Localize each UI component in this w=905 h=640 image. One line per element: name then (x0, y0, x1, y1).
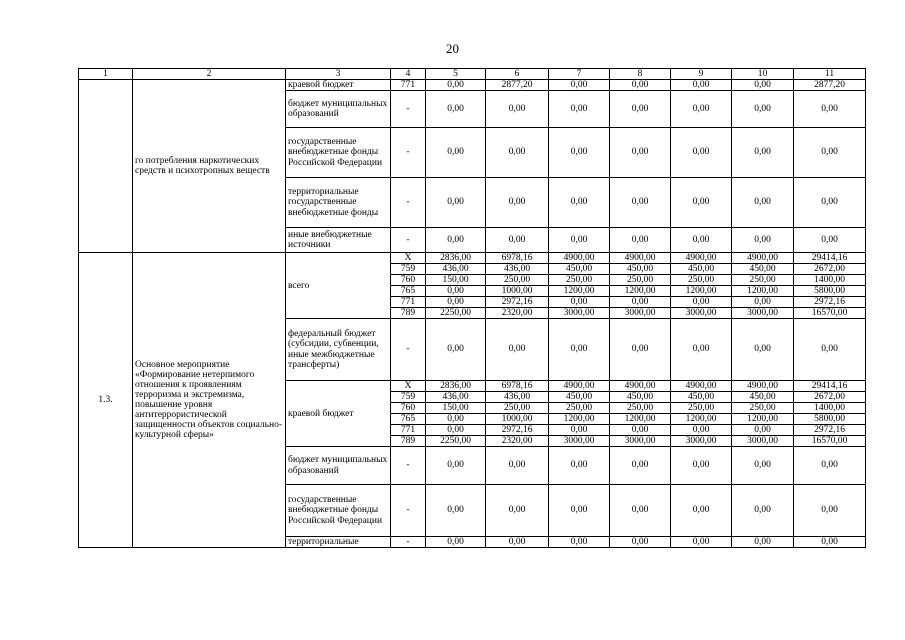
value-cell: 0,00 (426, 91, 486, 128)
value-cell: 0,00 (486, 537, 549, 548)
budget-code: - (391, 537, 426, 548)
funding-source: краевой бюджет (286, 381, 391, 447)
value-cell: 2836,00 (426, 253, 486, 264)
page-number: 20 (446, 41, 459, 56)
value-cell: 0,00 (610, 128, 671, 178)
value-cell: 0,00 (549, 447, 610, 485)
value-cell: 0,00 (610, 178, 671, 228)
value-cell: 2320,00 (486, 308, 549, 319)
funding-source: бюджет муниципальных образований (286, 91, 391, 128)
value-cell: 0,00 (671, 91, 732, 128)
value-cell: 250,00 (549, 275, 610, 286)
value-cell: 0,00 (732, 128, 794, 178)
value-cell: 1000,00 (486, 286, 549, 297)
value-cell: 0,00 (549, 228, 610, 253)
value-cell: 4900,00 (671, 253, 732, 264)
value-cell: 4900,00 (671, 381, 732, 392)
value-cell: 450,00 (732, 264, 794, 275)
budget-code: 765 (391, 414, 426, 425)
value-cell: 3000,00 (671, 436, 732, 447)
budget-code: 789 (391, 308, 426, 319)
value-cell: 0,00 (486, 485, 549, 537)
value-cell: 250,00 (610, 403, 671, 414)
column-header: 8 (610, 69, 671, 80)
value-cell: 250,00 (671, 275, 732, 286)
value-cell: 0,00 (794, 178, 866, 228)
value-cell: 1200,00 (732, 286, 794, 297)
value-cell: 3000,00 (732, 308, 794, 319)
value-cell: 0,00 (732, 485, 794, 537)
value-cell: 2250,00 (426, 436, 486, 447)
value-cell: 0,00 (549, 178, 610, 228)
value-cell: 0,00 (794, 228, 866, 253)
index-cell-empty (79, 80, 133, 253)
value-cell: 0,00 (794, 91, 866, 128)
column-header: 6 (486, 69, 549, 80)
value-cell: 250,00 (486, 275, 549, 286)
value-cell: 0,00 (610, 91, 671, 128)
value-cell: 2877,20 (486, 80, 549, 91)
value-cell: 0,00 (610, 80, 671, 91)
value-cell: 5800,00 (794, 286, 866, 297)
value-cell: 2320,00 (486, 436, 549, 447)
value-cell: 0,00 (426, 178, 486, 228)
column-header: 4 (391, 69, 426, 80)
budget-code: 771 (391, 297, 426, 308)
value-cell: 0,00 (794, 319, 866, 381)
value-cell: 0,00 (671, 319, 732, 381)
value-cell: 0,00 (610, 485, 671, 537)
budget-code: - (391, 485, 426, 537)
value-cell: 250,00 (610, 275, 671, 286)
value-cell: 0,00 (671, 485, 732, 537)
value-cell: 0,00 (794, 537, 866, 548)
column-header: 5 (426, 69, 486, 80)
value-cell: 150,00 (426, 403, 486, 414)
value-cell: 0,00 (610, 537, 671, 548)
column-header: 1 (79, 69, 133, 80)
value-cell: 3000,00 (610, 308, 671, 319)
value-cell: 0,00 (426, 537, 486, 548)
value-cell: 0,00 (426, 286, 486, 297)
value-cell: 2972,16 (486, 425, 549, 436)
value-cell: 1400,00 (794, 275, 866, 286)
budget-code: 771 (391, 80, 426, 91)
funding-source: всего (286, 253, 391, 319)
value-cell: 0,00 (549, 128, 610, 178)
funding-source: государственные внебюджетные фонды Российской Федерации (286, 128, 391, 178)
funding-source: территориальные (286, 537, 391, 548)
value-cell: 0,00 (671, 80, 732, 91)
value-cell: 16570,00 (794, 436, 866, 447)
item-index: 1.3. (79, 253, 133, 548)
value-cell: 0,00 (486, 128, 549, 178)
column-header: 3 (286, 69, 391, 80)
value-cell: 250,00 (732, 275, 794, 286)
value-cell: 436,00 (426, 392, 486, 403)
value-cell: 0,00 (610, 228, 671, 253)
funding-source: территориальные государственные внебюджетные фонды (286, 178, 391, 228)
value-cell: 0,00 (732, 178, 794, 228)
value-cell: 3000,00 (549, 308, 610, 319)
value-cell: 436,00 (426, 264, 486, 275)
value-cell: 0,00 (610, 319, 671, 381)
value-cell: 1200,00 (671, 414, 732, 425)
value-cell: 450,00 (549, 392, 610, 403)
value-cell: 0,00 (732, 297, 794, 308)
value-cell: 4900,00 (549, 381, 610, 392)
value-cell: 0,00 (732, 447, 794, 485)
value-cell: 3000,00 (732, 436, 794, 447)
value-cell: 1200,00 (671, 286, 732, 297)
value-cell: 0,00 (486, 447, 549, 485)
budget-code: 759 (391, 264, 426, 275)
value-cell: 436,00 (486, 392, 549, 403)
budget-code: - (391, 319, 426, 381)
funding-source: федеральный бюджет (субсидии, субвенции, иные межбюджетные трансферты) (286, 319, 391, 381)
value-cell: 250,00 (549, 403, 610, 414)
budget-code: Х (391, 381, 426, 392)
value-cell: 0,00 (671, 447, 732, 485)
value-cell: 1200,00 (732, 414, 794, 425)
value-cell: 0,00 (486, 228, 549, 253)
value-cell: 0,00 (671, 297, 732, 308)
value-cell: 0,00 (549, 425, 610, 436)
budget-code: - (391, 178, 426, 228)
value-cell: 0,00 (794, 447, 866, 485)
column-header: 7 (549, 69, 610, 80)
value-cell: 250,00 (671, 403, 732, 414)
value-cell: 250,00 (732, 403, 794, 414)
value-cell: 16570,00 (794, 308, 866, 319)
value-cell: 0,00 (671, 228, 732, 253)
value-cell: 250,00 (486, 403, 549, 414)
funding-source: бюджет муниципальных образований (286, 447, 391, 485)
value-cell: 0,00 (732, 537, 794, 548)
value-cell: 1000,00 (486, 414, 549, 425)
value-cell: 2836,00 (426, 381, 486, 392)
value-cell: 0,00 (426, 80, 486, 91)
value-cell: 2972,16 (794, 297, 866, 308)
value-cell: 0,00 (549, 297, 610, 308)
value-cell: 2672,00 (794, 392, 866, 403)
value-cell: 0,00 (426, 128, 486, 178)
value-cell: 0,00 (549, 80, 610, 91)
value-cell: 0,00 (732, 425, 794, 436)
value-cell: 450,00 (671, 264, 732, 275)
value-cell: 0,00 (426, 228, 486, 253)
measure-description: Основное мероприятие «Формирование нетерпимого отношения к проявлениям терроризма и экстремизма, повышение уровня антитеррористической защищенности объектов социально-культурной сферы» (133, 253, 286, 548)
budget-code: 759 (391, 392, 426, 403)
value-cell: 4900,00 (549, 253, 610, 264)
value-cell: 0,00 (732, 228, 794, 253)
value-cell: 0,00 (671, 537, 732, 548)
value-cell: 2877,20 (794, 80, 866, 91)
value-cell: 0,00 (426, 425, 486, 436)
value-cell: 1400,00 (794, 403, 866, 414)
value-cell: 0,00 (486, 91, 549, 128)
value-cell: 450,00 (610, 392, 671, 403)
budget-code: 765 (391, 286, 426, 297)
value-cell: 0,00 (426, 414, 486, 425)
value-cell: 0,00 (426, 447, 486, 485)
value-cell: 0,00 (486, 319, 549, 381)
value-cell: 29414,16 (794, 381, 866, 392)
budget-code: 771 (391, 425, 426, 436)
value-cell: 0,00 (732, 80, 794, 91)
value-cell: 29414,16 (794, 253, 866, 264)
value-cell: 3000,00 (610, 436, 671, 447)
budget-code: - (391, 228, 426, 253)
column-header: 2 (133, 69, 286, 80)
value-cell: 1200,00 (549, 286, 610, 297)
budget-code: 760 (391, 275, 426, 286)
funding-source: краевой бюджет (286, 80, 391, 91)
budget-code: Х (391, 253, 426, 264)
value-cell: 450,00 (732, 392, 794, 403)
value-cell: 1200,00 (549, 414, 610, 425)
value-cell: 0,00 (549, 319, 610, 381)
value-cell: 0,00 (794, 485, 866, 537)
value-cell: 4900,00 (732, 381, 794, 392)
value-cell: 0,00 (426, 297, 486, 308)
value-cell: 0,00 (549, 91, 610, 128)
value-cell: 2672,00 (794, 264, 866, 275)
value-cell: 0,00 (486, 178, 549, 228)
funding-source: иные внебюджетные источники (286, 228, 391, 253)
value-cell: 1200,00 (610, 286, 671, 297)
value-cell: 0,00 (610, 447, 671, 485)
column-header: 10 (732, 69, 794, 80)
value-cell: 0,00 (671, 425, 732, 436)
value-cell: 4900,00 (610, 253, 671, 264)
value-cell: 450,00 (549, 264, 610, 275)
column-header: 11 (794, 69, 866, 80)
budget-code: - (391, 128, 426, 178)
value-cell: 0,00 (610, 425, 671, 436)
value-cell: 5800,00 (794, 414, 866, 425)
value-cell: 0,00 (549, 537, 610, 548)
value-cell: 0,00 (732, 319, 794, 381)
budget-code: - (391, 91, 426, 128)
value-cell: 450,00 (671, 392, 732, 403)
value-cell: 2972,16 (794, 425, 866, 436)
value-cell: 0,00 (549, 485, 610, 537)
header-row (79, 69, 866, 80)
value-cell: 150,00 (426, 275, 486, 286)
value-cell: 2250,00 (426, 308, 486, 319)
funding-source: государственные внебюджетные фонды Российской Федерации (286, 485, 391, 537)
budget-code: - (391, 447, 426, 485)
value-cell: 436,00 (486, 264, 549, 275)
value-cell: 4900,00 (610, 381, 671, 392)
value-cell: 4900,00 (732, 253, 794, 264)
table-row (79, 253, 866, 264)
value-cell: 1200,00 (610, 414, 671, 425)
measure-description: го потребления наркотических средств и психотропных веществ (133, 80, 286, 253)
value-cell: 0,00 (671, 178, 732, 228)
value-cell: 6978,16 (486, 381, 549, 392)
value-cell: 6978,16 (486, 253, 549, 264)
value-cell: 450,00 (610, 264, 671, 275)
table-row (79, 80, 866, 91)
value-cell: 0,00 (426, 485, 486, 537)
value-cell: 0,00 (732, 91, 794, 128)
value-cell: 3000,00 (671, 308, 732, 319)
budget-table (78, 68, 866, 548)
value-cell: 2972,16 (486, 297, 549, 308)
value-cell: 3000,00 (549, 436, 610, 447)
budget-code: 760 (391, 403, 426, 414)
value-cell: 0,00 (671, 128, 732, 178)
value-cell: 0,00 (794, 128, 866, 178)
budget-code: 789 (391, 436, 426, 447)
value-cell: 0,00 (426, 319, 486, 381)
column-header: 9 (671, 69, 732, 80)
value-cell: 0,00 (610, 297, 671, 308)
